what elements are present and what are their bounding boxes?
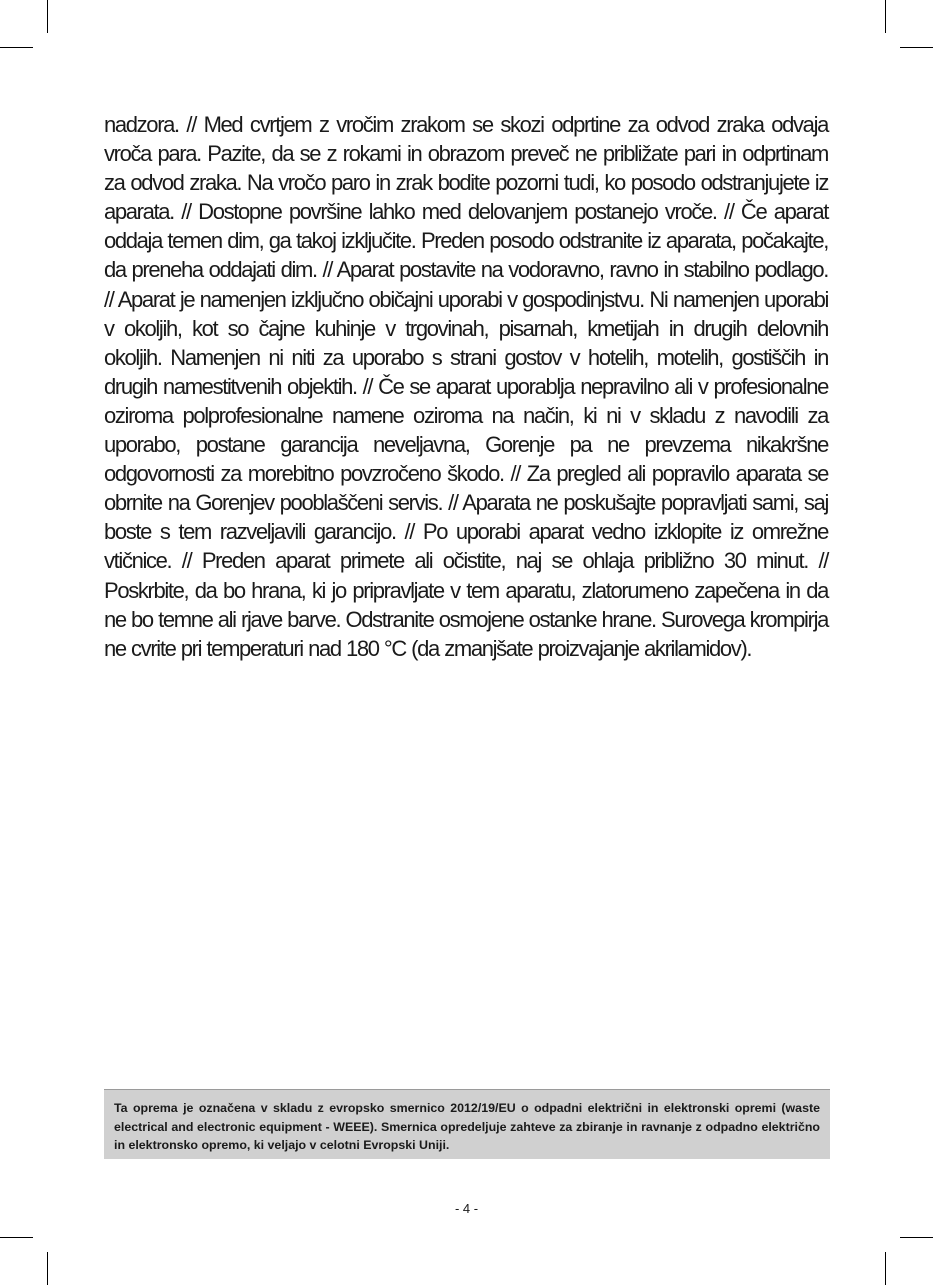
- crop-mark-top-left-horizontal: [0, 47, 33, 48]
- weee-notice-text: Ta oprema je označena v skladu z evropsko smernico 2012/19/EU o odpadni električni in elektronski opremi (waste electrical and electronic equipment - WEEE). Smernica opredeljuje zahteve za zbiranje in ravnanje z odpadno električno in elektronsko opremo, ki veljajo v celotni Evropski Uniji.: [114, 1101, 820, 1152]
- crop-mark-bottom-left-horizontal: [0, 1237, 33, 1238]
- crop-mark-top-left-vertical: [47, 0, 48, 33]
- weee-notice-box: [104, 1089, 830, 1159]
- crop-mark-top-right-horizontal: [900, 47, 933, 48]
- crop-mark-top-right-vertical: [885, 0, 886, 33]
- body-paragraph: nadzora. // Med cvrtjem z vročim zrakom se skozi odprtine za odvod zraka odvaja vroča para. Pazite, da se z rokami in obrazom preveč ne približate pari in odprtinam za odvod zraka. Na vročo paro in zrak bodite pozorni tudi, ko posodo odstranjujete iz aparata. // Dostopne površine lahko med delovanjem postanejo vroče. // Če aparat oddaja temen dim, ga takoj izključite. Preden posodo odstranite iz aparata, počakajte, da preneha oddajati dim. // Aparat postavite na vodoravno, ravno in stabilno podlago. // Aparat je namenjen izključno običajni uporabi v gospodinjstvu. Ni namenjen uporabi v okoljih, kot so čajne kuhinje v trgovinah, pisarnah, kmetijah in drugih delovnih okoljih. Namenjen ni niti za uporabo s strani gostov v hotelih, motelih, gostiščih in drugih namestitvenih objektih. // Če se aparat uporablja nepravilno ali v profesionalne oziroma polprofesionalne namene oziroma na način, ki ni v skladu z navodili za uporabo, postane garancija neveljavna, Gorenje pa ne prevzema nikakršne odgovornosti za morebitno povzročeno škodo. // Za pregled ali popravilo aparata se obrnite na Gorenjev pooblaščeni servis. // Aparata ne poskušajte popravljati sami, saj boste s tem razveljavili garancijo. // Po uporabi aparat vedno izklopite iz omrežne vtičnice. // Preden aparat primete ali očistite, naj se ohlaja približno 30 minut. // Poskrbite, da bo hrana, ki jo pripravljate v tem aparatu, zlatorumeno zapečena in da ne bo temne ali rjave barve. Odstranite osmojene ostanke hrane. Surovega krompirja ne cvrite pri temperaturi nad 180 °C (da zmanjšate proizvajanje akrilamidov).: [104, 112, 828, 661]
- page-number: - 4 -: [454, 1201, 479, 1216]
- crop-mark-bottom-right-horizontal: [900, 1237, 933, 1238]
- crop-mark-bottom-left-vertical: [47, 1252, 48, 1285]
- crop-mark-bottom-right-vertical: [885, 1252, 886, 1285]
